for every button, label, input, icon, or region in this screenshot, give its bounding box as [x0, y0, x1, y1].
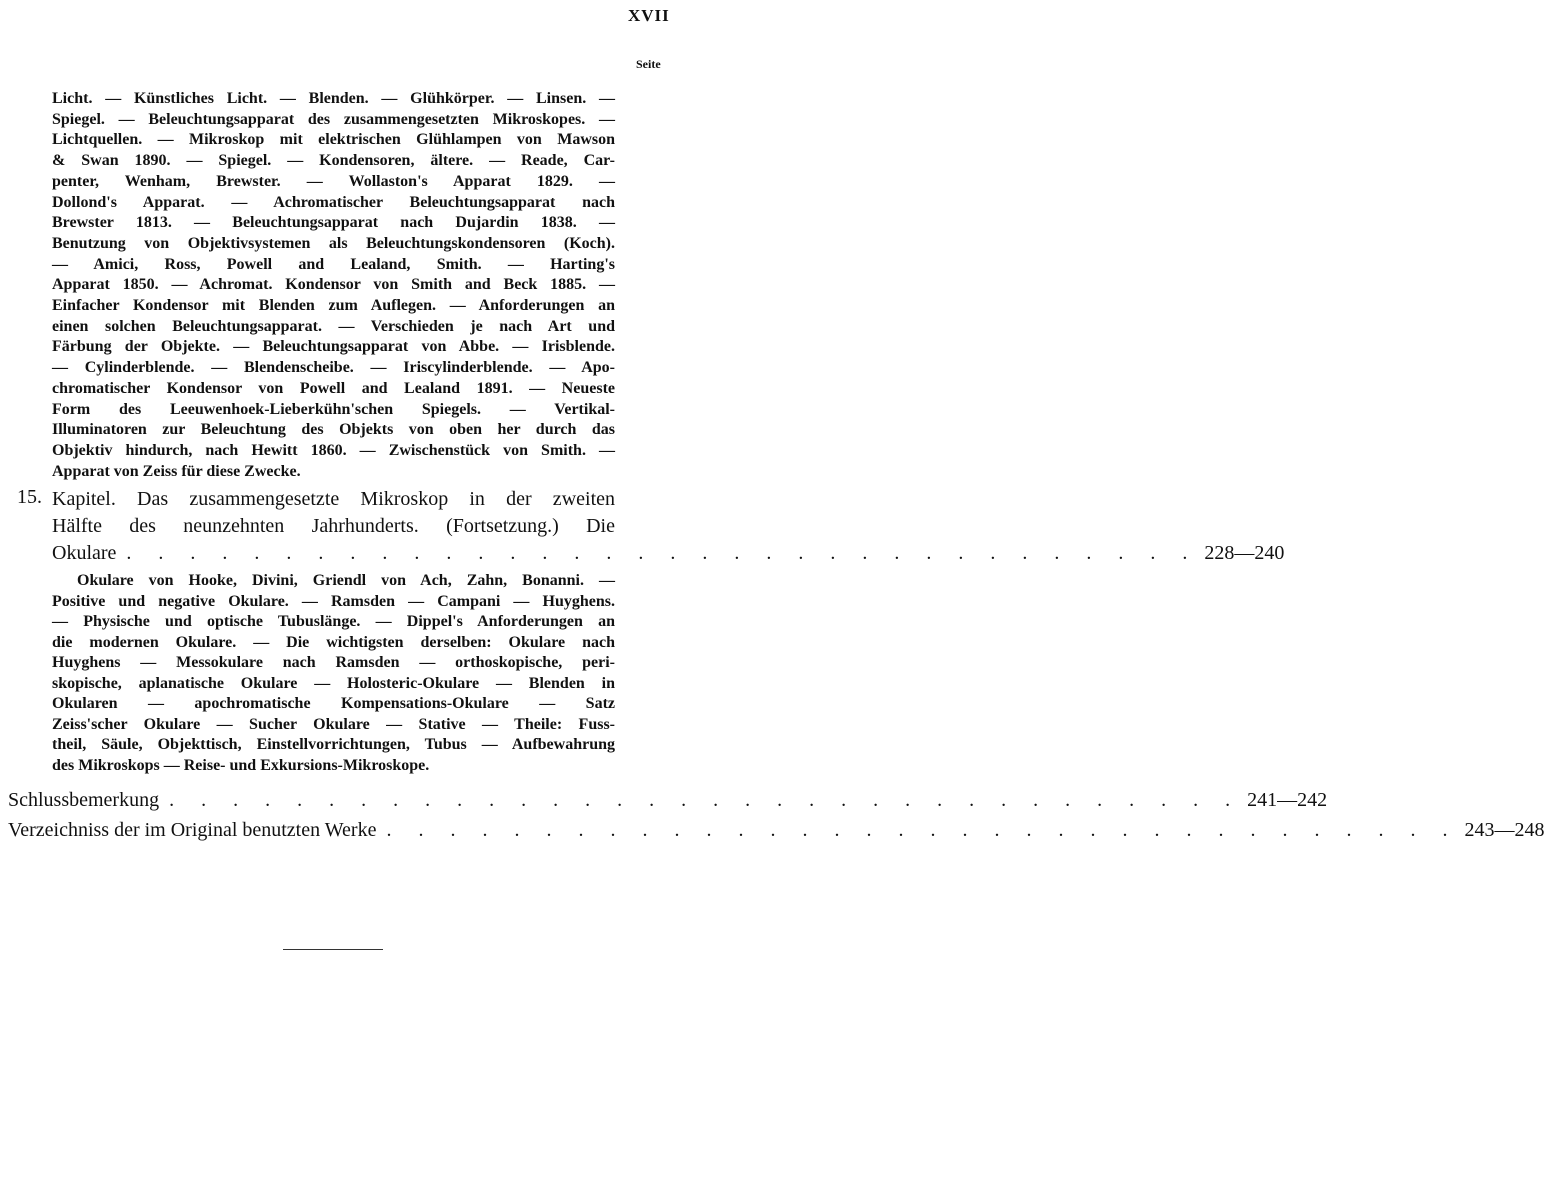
summary-line: penter, Wenham, Brewster. — Wollaston's Apparat 1829. — [52, 172, 615, 190]
end-rule [283, 949, 383, 950]
summary-line: — Amici, Ross, Powell and Lealand, Smith. — Harting's [52, 255, 615, 273]
page-range: 228—240 [1204, 542, 1285, 564]
summary-line: Färbung der Objekte. — Beleuchtungsapparat von Abbe. — Irisblende. [52, 338, 615, 356]
page-number: XVII [628, 6, 670, 25]
entry-title: Verzeichniss der im Original benutzten Werke [8, 819, 377, 841]
leader-dots: . . . . . . . . . . . . . . . . . . . . . . . . . . . . . . . . . . [126, 542, 1199, 564]
page-range: 241—242 [1247, 789, 1328, 811]
summary-line: chromatischer Kondensor von Powell and Lealand 1891. — Neueste [52, 379, 615, 397]
summary-line: des Mikroskops — Reise- und Exkursions-Mikroskope. [52, 756, 430, 774]
leader-dots: . . . . . . . . . . . . . . . . . . . . . . . . . . . . . . . . . . [386, 819, 1459, 841]
summary-line: — Physische und optische Tubuslänge. — Dippel's Anforderungen an [52, 613, 615, 630]
chapter-15-toc-entry [52, 540, 1285, 566]
summary-line: skopische, aplanatische Okulare — Holosteric-Okulare — Blenden in [52, 674, 615, 692]
chapter-title-line: Kapitel. Das zusammengesetzte Mikroskop in der zweiten [52, 488, 615, 510]
summary-line: theil, Säule, Objekttisch, Einstellvorrichtungen, Tubus — Aufbewahrung [52, 736, 615, 753]
page-range: 243—248 [1464, 819, 1544, 841]
summary-line: Form des Leeuwenhoek-Lieberkühn'schen Spiegels. — Vertikal- [52, 400, 615, 418]
summary-line: Benutzung von Objektivsystemen als Beleuchtungskondensoren (Koch). [52, 234, 615, 252]
schlussbemerkung-toc-entry [8, 787, 1328, 813]
summary-line: Huyghens — Messokulare nach Ramsden — orthoskopische, peri- [52, 654, 615, 671]
summary-line: Objektiv hindurch, nach Hewitt 1860. — Zwischenstück von Smith. — [52, 441, 615, 459]
summary-line: Dollond's Apparat. — Achromatischer Beleuchtungsapparat nach [52, 193, 615, 211]
chapter-title-line: Hälfte des neunzehnten Jahrhunderts. (Fortsetzung.) Die [52, 515, 615, 537]
leader-dots: . . . . . . . . . . . . . . . . . . . . . . . . . . . . . . . . . . [169, 789, 1242, 811]
summary-line: Spiegel. — Beleuchtungsapparat des zusammengesetzten Mikroskopes. — [52, 110, 615, 128]
summary-line: die modernen Okulare. — Die wichtigsten derselben: Okulare nach [52, 633, 615, 651]
summary-line: Apparat 1850. — Achromat. Kondensor von Smith and Beck 1885. — [52, 276, 615, 294]
summary-line: Brewster 1813. — Beleuchtungsapparat nach Dujardin 1838. — [52, 214, 615, 232]
summary-line: Positive und negative Okulare. — Ramsden — Campani — Huyghens. [52, 592, 615, 610]
chapter-number: 15. [17, 486, 42, 508]
verzeichniss-toc-entry [8, 817, 1544, 843]
summary-line: Lichtquellen. — Mikroskop mit elektrischen Glühlampen von Mawson [52, 131, 615, 149]
summary-line: Illuminatoren zur Beleuchtung des Objekts von oben her durch das [52, 421, 615, 439]
summary-line: & Swan 1890. — Spiegel. — Kondensoren, ältere. — Reade, Car- [52, 152, 615, 170]
chapter-title-last: Okulare [52, 542, 117, 564]
summary-line: Zeiss'scher Okulare — Sucher Okulare — Stative — Theile: Fuss- [52, 715, 615, 733]
summary-line: Einfacher Kondensor mit Blenden zum Auflegen. — Anforderungen an [52, 297, 615, 314]
entry-title: Schlussbemerkung [8, 789, 160, 811]
summary-line: — Cylinderblende. — Blendenscheibe. — Iriscylinderblende. — Apo- [52, 359, 615, 377]
summary-line: Apparat von Zeiss für diese Zwecke. [52, 462, 301, 480]
column-header-seite: Seite [636, 57, 661, 71]
summary-line: einen solchen Beleuchtungsapparat. — Verschieden je nach Art und [52, 317, 615, 335]
summary-line: Okulare von Hooke, Divini, Griendl von Ach, Zahn, Bonanni. — [77, 572, 615, 589]
summary-line: Licht. — Künstliches Licht. — Blenden. — Glühkörper. — Linsen. — [52, 90, 615, 107]
summary-line: Okularen — apochromatische Kompensations-Okulare — Satz [52, 695, 615, 712]
